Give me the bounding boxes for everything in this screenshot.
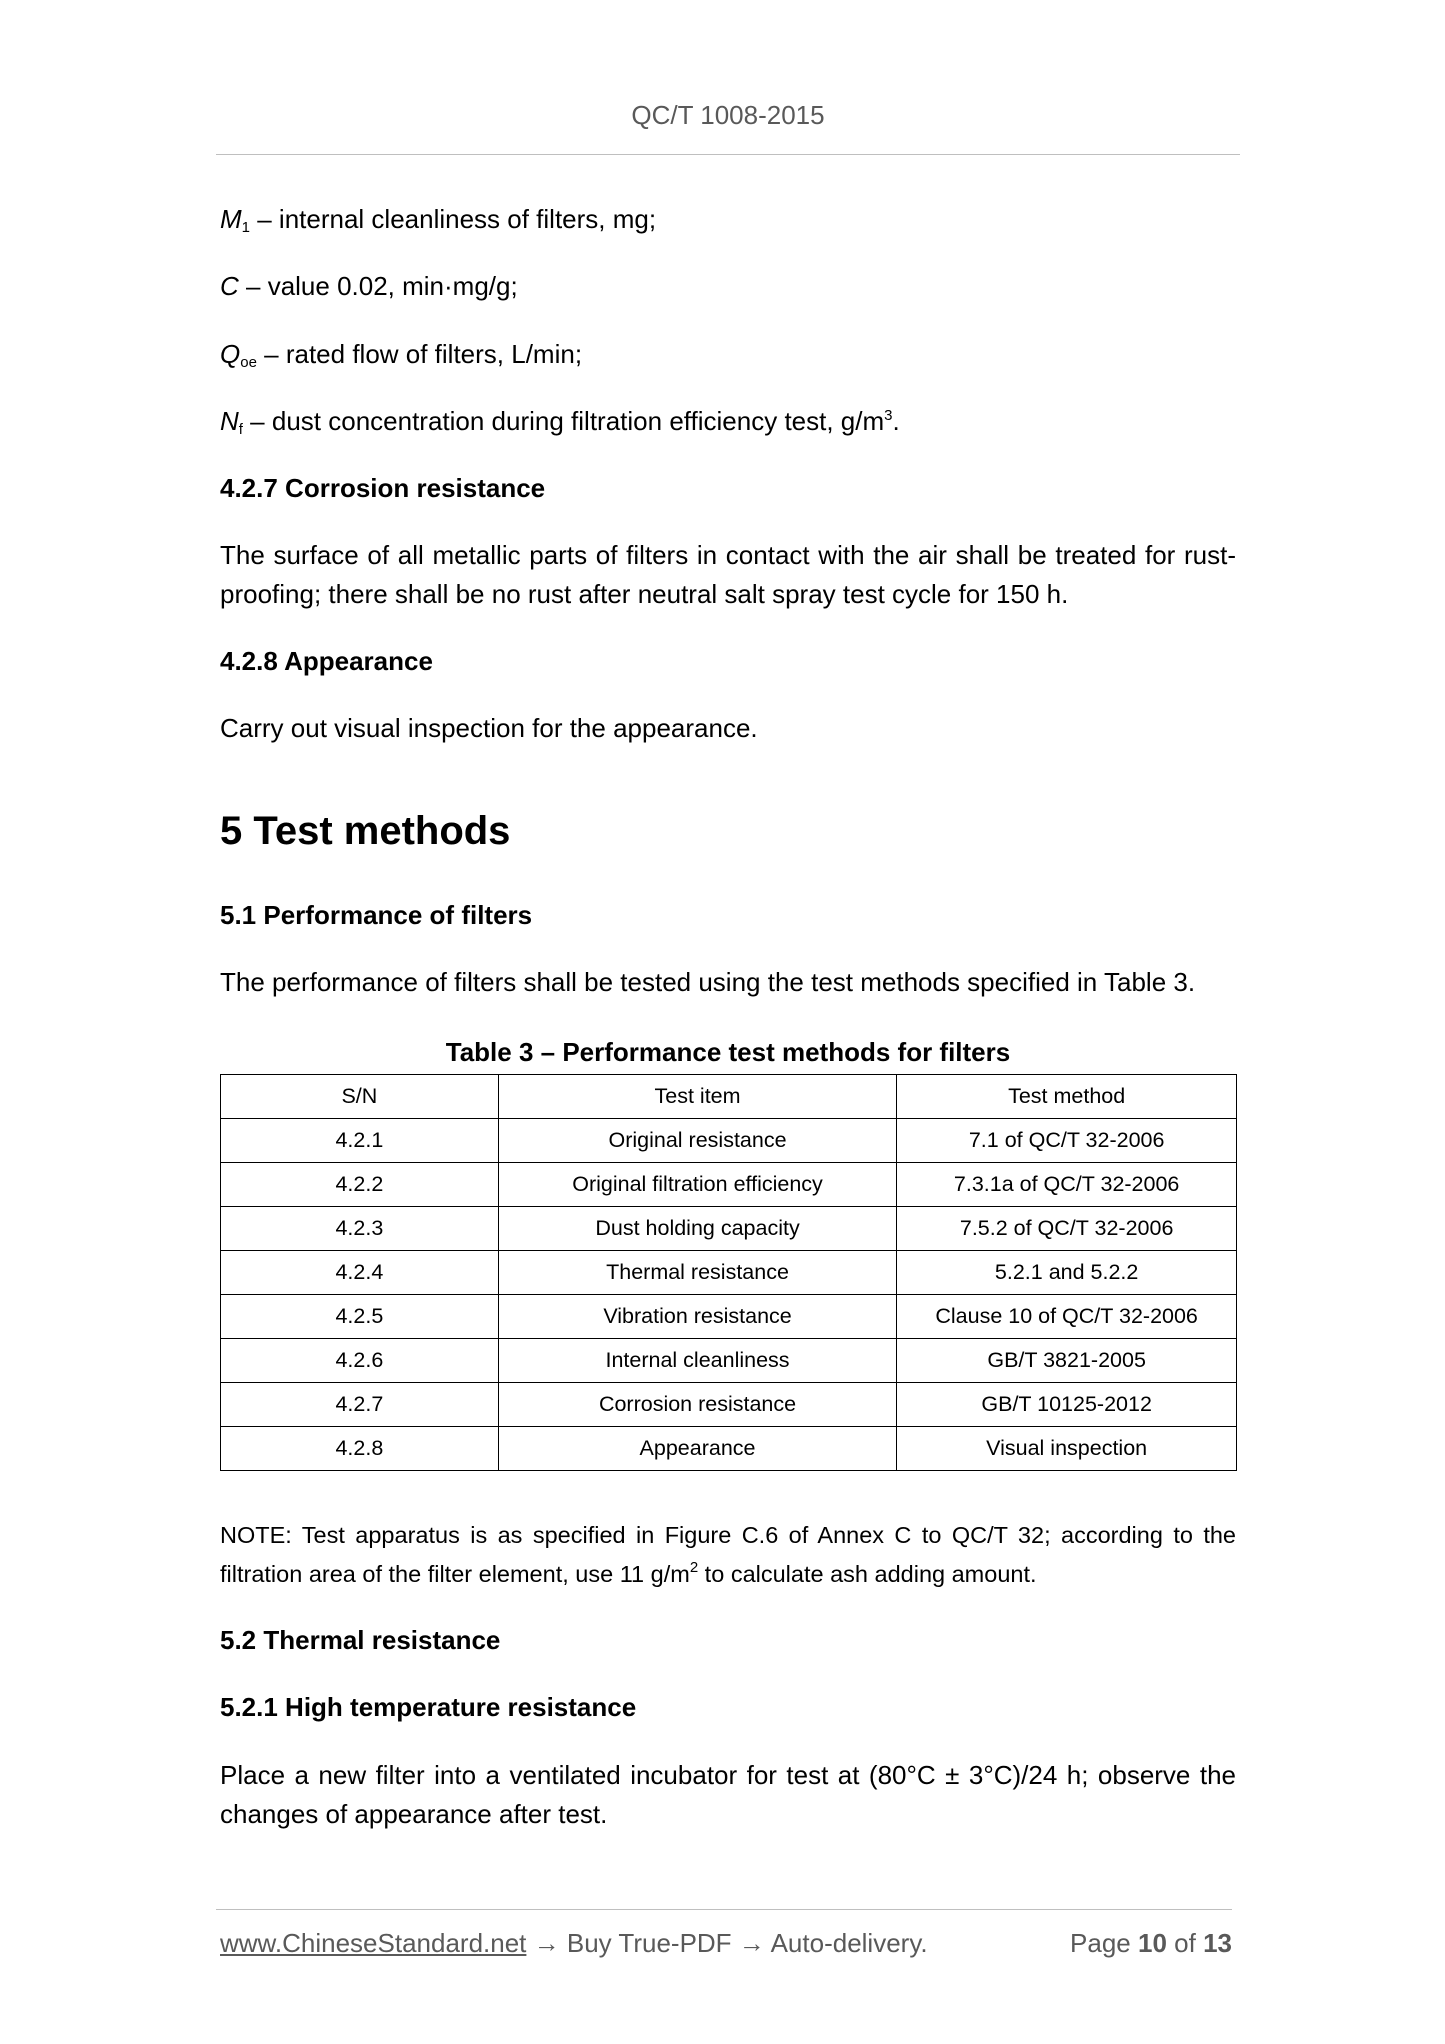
page-number: 10 (1138, 1928, 1167, 1958)
page-header: QC/T 1008-2015 (631, 100, 825, 130)
cell-test-item: Internal cleanliness (498, 1339, 897, 1383)
header-divider (216, 154, 1240, 155)
paragraph-appearance: Carry out visual inspection for the appearance. (220, 713, 758, 743)
page-label: Page (1070, 1928, 1131, 1958)
cell-sn: 4.2.2 (221, 1163, 499, 1207)
cell-test-method: 5.2.1 and 5.2.2 (897, 1251, 1237, 1295)
table-row (221, 1339, 1237, 1383)
cell-sn: 4.2.8 (221, 1427, 499, 1471)
definition-text: – internal cleanliness of filters, mg; (250, 204, 657, 234)
arrow-right-icon: → (526, 1928, 567, 1958)
cell-sn: 4.2.1 (221, 1119, 499, 1163)
website-link[interactable]: www.ChineseStandard.net (220, 1928, 527, 1958)
subscript: 1 (241, 219, 251, 236)
definition-c (220, 267, 1236, 306)
cell-test-item: Dust holding capacity (498, 1207, 897, 1251)
heading-section-5: 5 Test methods (220, 809, 511, 853)
table-row (221, 1163, 1237, 1207)
cell-test-item: Corrosion resistance (498, 1383, 897, 1427)
table-caption: Table 3 – Performance test methods for filters (445, 1037, 1011, 1067)
definition-m1 (220, 200, 1236, 247)
cell-test-method: GB/T 10125-2012 (897, 1383, 1237, 1427)
definition-qoe (220, 335, 1236, 382)
page-counter (1070, 1928, 1232, 1959)
column-header-test-item: Test item (498, 1075, 897, 1119)
cell-test-method: 7.1 of QC/T 32-2006 (897, 1119, 1237, 1163)
cell-sn: 4.2.3 (221, 1207, 499, 1251)
footer-divider (216, 1909, 1232, 1910)
definition-text: – value 0.02, min·mg/g; (238, 271, 518, 301)
cell-test-item: Thermal resistance (498, 1251, 897, 1295)
cell-test-item: Original resistance (498, 1119, 897, 1163)
paragraph-high-temp: Place a new filter into a ventilated incubator for test at (80°C ± 3°C)/24 h; observe the changes of appearance after test. (220, 1760, 1236, 1829)
cell-test-method: Clause 10 of QC/T 32-2006 (897, 1295, 1237, 1339)
page-footer (220, 1928, 1232, 1959)
table-row (221, 1295, 1237, 1339)
buy-pdf-text: Buy True-PDF (566, 1928, 732, 1958)
paragraph-corrosion: The surface of all metallic parts of filters in contact with the air shall be treated for rust-proofing; there shall be no rust after neutral salt spray test cycle for 150 h. (220, 540, 1236, 609)
table-row (221, 1383, 1237, 1427)
table-row (221, 1119, 1237, 1163)
symbol: N (220, 406, 239, 436)
paragraph-performance: The performance of filters shall be tested using the test methods specified in Table 3. (220, 967, 1196, 997)
symbol: C (220, 271, 239, 301)
heading-5-2: 5.2 Thermal resistance (220, 1625, 501, 1655)
column-header-test-method: Test method (897, 1075, 1237, 1119)
symbol: Q (220, 339, 241, 369)
cell-test-method: Visual inspection (897, 1427, 1237, 1471)
cell-sn: 4.2.5 (221, 1295, 499, 1339)
heading-5-2-1: 5.2.1 High temperature resistance (220, 1692, 637, 1722)
cell-test-item: Appearance (498, 1427, 897, 1471)
superscript: 3 (884, 407, 893, 424)
table-row (221, 1427, 1237, 1471)
heading-4-2-7: 4.2.7 Corrosion resistance (220, 473, 546, 503)
subscript: f (238, 421, 243, 438)
cell-sn: 4.2.6 (221, 1339, 499, 1383)
cell-sn: 4.2.4 (221, 1251, 499, 1295)
test-methods-table (220, 1074, 1237, 1471)
table-row (221, 1251, 1237, 1295)
cell-test-item: Original filtration efficiency (498, 1163, 897, 1207)
cell-test-method: GB/T 3821-2005 (897, 1339, 1237, 1383)
heading-4-2-8: 4.2.8 Appearance (220, 646, 433, 676)
cell-test-method: 7.5.2 of QC/T 32-2006 (897, 1207, 1237, 1251)
cell-test-method: 7.3.1a of QC/T 32-2006 (897, 1163, 1237, 1207)
cell-sn: 4.2.7 (221, 1383, 499, 1427)
definition-text: – rated flow of filters, L/min; (256, 339, 583, 369)
arrow-right-icon: → (731, 1928, 771, 1958)
symbol: M (220, 204, 242, 234)
page-total: 13 (1203, 1928, 1232, 1958)
heading-5-1: 5.1 Performance of filters (220, 900, 533, 930)
superscript: 2 (689, 1559, 699, 1576)
table-row (221, 1207, 1237, 1251)
table-header-row (221, 1075, 1237, 1119)
definition-text: – dust concentration during filtration efficiency test, g/m (242, 406, 885, 436)
definition-nf: $N_f$ – dust concentration during filtration efficiency test, $g/m^3$. (220, 406, 900, 438)
subscript: oe (240, 354, 257, 371)
of-label: of (1174, 1928, 1196, 1958)
column-header-sn: S/N (221, 1075, 499, 1119)
table-note: NOTE: Test apparatus is as specified in Figure C.6 of Annex C to QC/T 32; according to the filtration area of the filter element, use 11 $g/m^2$ to calculate ash adding amount. (220, 1522, 1236, 1587)
auto-delivery-text: Auto-delivery. (770, 1928, 928, 1958)
cell-test-item: Vibration resistance (498, 1295, 897, 1339)
